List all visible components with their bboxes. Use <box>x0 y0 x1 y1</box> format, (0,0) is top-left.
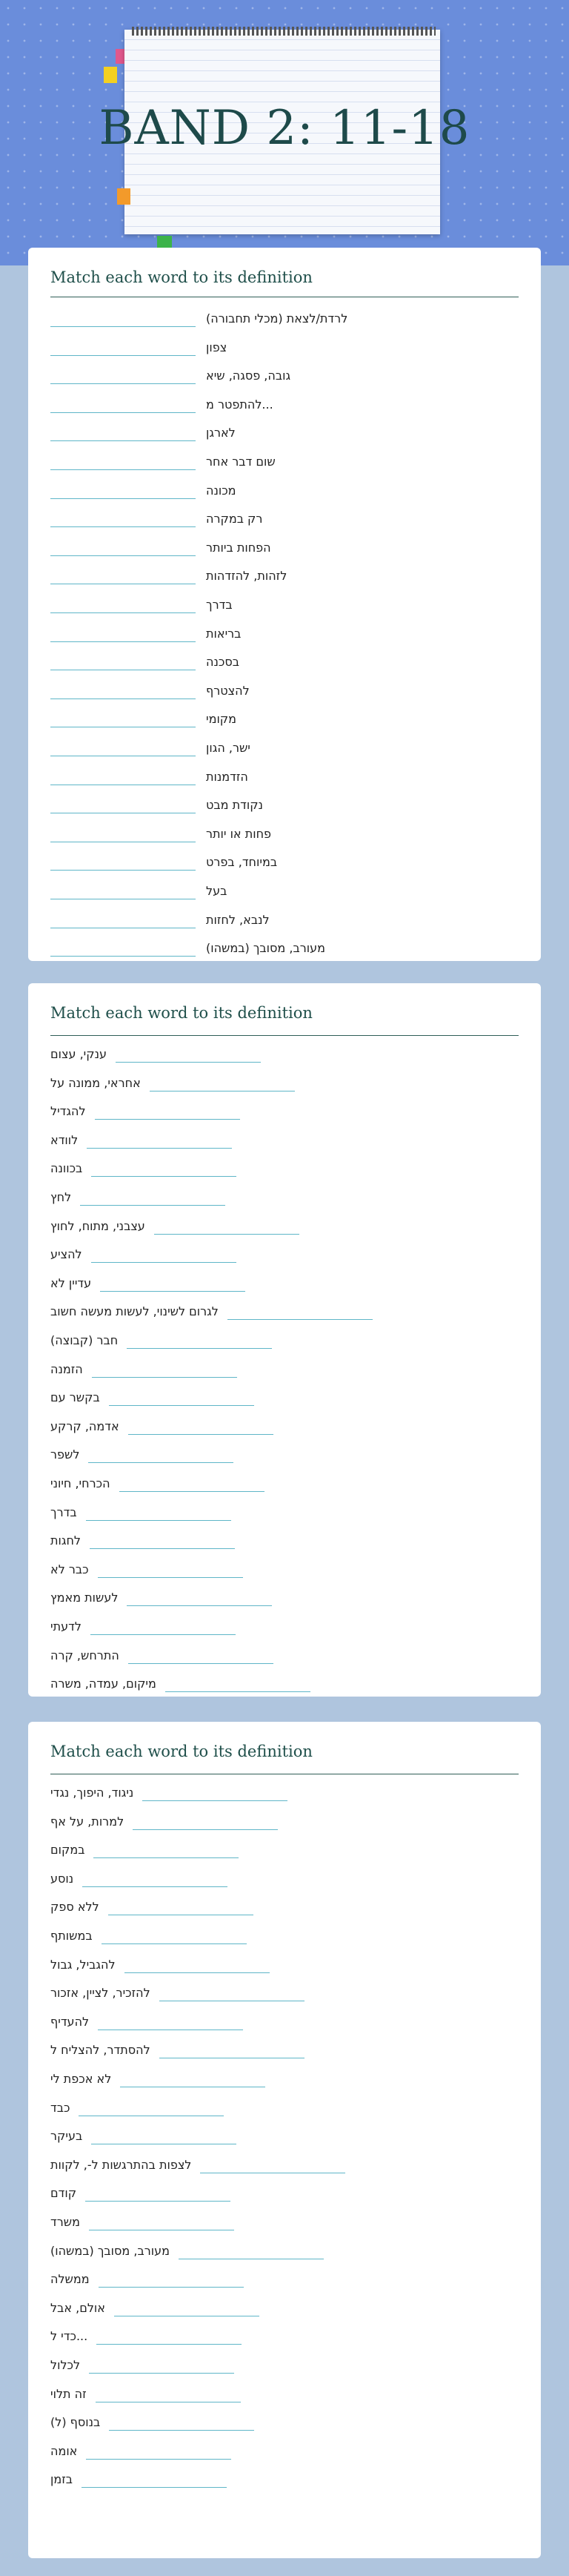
definition-label: לשפר <box>50 1447 80 1462</box>
match-row <box>50 1814 519 1831</box>
card-title-rule <box>50 1035 519 1036</box>
definition-label: אחראי, ממונה על <box>50 1075 141 1090</box>
match-row <box>50 1533 519 1550</box>
definition-label: חבר (קבוצה) <box>50 1333 119 1347</box>
answer-blank[interactable] <box>50 498 196 499</box>
definition-label: פחות או יותר <box>206 826 272 841</box>
definition-label: לרדת/לצאת (מכלי תחבורה) <box>206 311 348 326</box>
definition-label: מיקום, עמדה, משרה <box>50 1677 156 1691</box>
match-row <box>50 1104 519 1120</box>
definition-label: במיוחד, בפרט <box>206 855 278 870</box>
match-row <box>50 397 519 414</box>
match-row <box>50 1362 519 1378</box>
answer-blank[interactable] <box>91 1262 236 1263</box>
answer-blank[interactable] <box>50 870 196 871</box>
definition-label: משרד <box>50 2215 80 2229</box>
definition-label: בריאות <box>206 626 242 641</box>
match-row <box>50 1304 519 1321</box>
answer-blank[interactable] <box>93 1857 239 1858</box>
answer-blank[interactable] <box>86 2459 231 2460</box>
match-row <box>50 1619 519 1636</box>
match-row <box>50 941 519 957</box>
answer-blank[interactable] <box>127 1348 272 1349</box>
answer-blank[interactable] <box>88 1462 233 1463</box>
match-row <box>50 1447 519 1464</box>
match-row <box>50 798 519 814</box>
match-row <box>50 1276 519 1292</box>
definition-label: לחגות <box>50 1533 81 1548</box>
answer-blank[interactable] <box>127 1605 272 1606</box>
definition-label: להעדיף <box>50 2014 90 2029</box>
match-row <box>50 340 519 357</box>
definition-label: להסתדר, להצליח ל <box>50 2043 150 2058</box>
match-row <box>50 855 519 871</box>
answer-blank[interactable] <box>154 1234 299 1235</box>
match-row <box>50 1190 519 1206</box>
answer-blank[interactable] <box>128 1434 273 1435</box>
definition-label: כדי ל... <box>50 2329 88 2344</box>
definition-label: מעורב, מסובך (במשהו) <box>50 2243 170 2258</box>
notebook-spiral <box>132 27 436 36</box>
answer-blank[interactable] <box>89 2373 234 2374</box>
card-title: Match each word to its definition <box>50 1004 313 1022</box>
definition-label: הכרחי, חיוני <box>50 1476 110 1490</box>
answer-blank[interactable] <box>50 412 196 413</box>
definition-label: במשותף <box>50 1929 93 1943</box>
match-row <box>50 913 519 929</box>
answer-blank[interactable] <box>92 1377 237 1378</box>
match-row <box>50 1843 519 1859</box>
answer-blank[interactable] <box>50 641 196 642</box>
match-row <box>50 1390 519 1407</box>
answer-blank[interactable] <box>50 326 196 327</box>
answer-blank[interactable] <box>50 469 196 470</box>
definition-label: אולם, אבל <box>50 2300 105 2315</box>
answer-blank[interactable] <box>90 1634 236 1635</box>
definition-label: לארגן <box>206 426 236 440</box>
match-row <box>50 1648 519 1665</box>
card-title: Match each word to its definition <box>50 1743 313 1760</box>
answer-blank[interactable] <box>119 1491 264 1492</box>
answer-blank[interactable] <box>109 1405 254 1406</box>
match-row <box>50 541 519 557</box>
definition-label: מכונה <box>206 483 236 498</box>
definition-label: זה תלוי <box>50 2386 87 2401</box>
answer-blank[interactable] <box>50 526 196 527</box>
match-row <box>50 2186 519 2202</box>
match-row <box>50 426 519 442</box>
match-row <box>50 827 519 843</box>
answer-blank[interactable] <box>165 1691 310 1692</box>
definition-label: מעורב, מסובך (במשהו) <box>206 941 325 956</box>
answer-blank[interactable] <box>102 1943 247 1944</box>
match-row <box>50 712 519 728</box>
match-row <box>50 1133 519 1149</box>
card-title: Match each word to its definition <box>50 268 313 286</box>
match-row <box>50 2472 519 2489</box>
notebook-tab-orange <box>117 188 130 205</box>
answer-blank[interactable] <box>50 440 196 441</box>
match-row <box>50 512 519 528</box>
match-row <box>50 2158 519 2174</box>
match-row <box>50 1986 519 2002</box>
definition-label: לדעתי <box>50 1619 81 1634</box>
match-row <box>50 1076 519 1092</box>
match-row <box>50 1505 519 1522</box>
definition-label: נקודת מבט <box>206 798 263 813</box>
hero-banner <box>0 0 569 265</box>
match-row <box>50 1562 519 1579</box>
match-row <box>50 1872 519 1888</box>
answer-blank[interactable] <box>142 1800 287 1801</box>
definition-label: בזמן <box>50 2472 73 2487</box>
definition-label: להזכיר, לציין, אזכור <box>50 1986 150 2001</box>
match-row <box>50 569 519 585</box>
match-row <box>50 1958 519 1974</box>
answer-blank[interactable] <box>96 2344 242 2345</box>
match-row <box>50 2272 519 2288</box>
definition-label: להגדיל <box>50 1104 86 1119</box>
match-row <box>50 1333 519 1350</box>
answer-blank[interactable] <box>98 1577 243 1578</box>
match-row <box>50 1419 519 1436</box>
match-row <box>50 369 519 385</box>
definition-label: עצבני, מתוח, לחוץ <box>50 1218 145 1233</box>
definition-label: בעל <box>206 884 227 898</box>
answer-blank[interactable] <box>86 1520 231 1521</box>
definition-label: ישר, הגון <box>206 741 250 755</box>
answer-blank[interactable] <box>100 1291 245 1292</box>
definition-label: לצפות בהתרגשות ל-, לקוות <box>50 2157 192 2172</box>
definition-label: עדיין לא <box>50 1275 92 1290</box>
answer-blank[interactable] <box>227 1319 373 1320</box>
answer-blank[interactable] <box>50 383 196 384</box>
match-row <box>50 884 519 900</box>
answer-blank[interactable] <box>109 2430 254 2431</box>
answer-blank[interactable] <box>95 1119 240 1120</box>
answer-blank[interactable] <box>50 612 196 613</box>
match-card-2 <box>28 983 541 1697</box>
answer-blank[interactable] <box>124 1972 270 1973</box>
match-row <box>50 2072 519 2088</box>
match-row <box>50 1161 519 1178</box>
definition-label: לא אכפת לי <box>50 2072 112 2086</box>
match-row <box>50 2101 519 2117</box>
match-row <box>50 311 519 328</box>
match-card-1 <box>28 248 541 961</box>
match-row <box>50 1929 519 1945</box>
match-row <box>50 1900 519 1916</box>
definition-label: להציע <box>50 1247 82 1262</box>
answer-blank[interactable] <box>82 1886 227 1887</box>
definition-label: רק במקרה <box>206 512 263 526</box>
match-row <box>50 2387 519 2403</box>
definition-label: לזהות, להזדהות <box>206 569 287 584</box>
answer-blank[interactable] <box>116 1062 261 1063</box>
answer-blank[interactable] <box>85 2201 230 2202</box>
definition-label: אדמה, קרקע <box>50 1419 119 1433</box>
answer-blank[interactable] <box>50 956 196 957</box>
match-row <box>50 2358 519 2374</box>
match-row <box>50 2301 519 2317</box>
definition-label: בדרך <box>206 598 233 612</box>
definition-label: הזדמנות <box>206 769 248 784</box>
definition-label: גובה, פסגה, שיא <box>206 369 291 383</box>
definition-label: בכוונה <box>50 1161 83 1176</box>
match-row <box>50 2244 519 2260</box>
definition-label: ניגוד, היפוך, נגדי <box>50 1786 134 1800</box>
answer-blank[interactable] <box>50 555 196 556</box>
definition-label: להצטרף <box>206 683 250 698</box>
match-row <box>50 1591 519 1607</box>
definition-label: בעיקר <box>50 2129 83 2144</box>
definition-label: אומה <box>50 2443 78 2458</box>
answer-blank[interactable] <box>150 1091 295 1092</box>
answer-blank[interactable] <box>133 1829 278 1830</box>
definition-label: לנבא, לחזות <box>206 912 270 927</box>
answer-blank[interactable] <box>80 1205 225 1206</box>
answer-blank[interactable] <box>50 355 196 356</box>
answer-blank[interactable] <box>91 1176 236 1177</box>
match-row <box>50 2015 519 2031</box>
definition-label: למרות, על אף <box>50 1814 124 1829</box>
definition-label: צפון <box>206 340 227 354</box>
match-row <box>50 2415 519 2431</box>
match-row <box>50 684 519 700</box>
definition-label: ממשלה <box>50 2272 90 2287</box>
definition-label: הפחות ביותר <box>206 540 271 555</box>
definition-label: להתפטר מ... <box>206 397 273 412</box>
definition-label: שום דבר אחר <box>206 455 276 469</box>
match-row <box>50 1219 519 1235</box>
page-title: BAND 2: 11-18 <box>99 101 470 156</box>
answer-blank[interactable] <box>81 2487 227 2488</box>
definition-label: לעשות מאמץ <box>50 1591 119 1605</box>
match-row <box>50 2129 519 2145</box>
definition-label: לוודא <box>50 1132 79 1147</box>
definition-label: כבר לא <box>50 1562 89 1576</box>
notebook-tab-yellow <box>104 67 117 83</box>
answer-blank[interactable] <box>128 1663 273 1664</box>
match-row <box>50 1047 519 1063</box>
match-row <box>50 455 519 471</box>
answer-blank[interactable] <box>90 1548 235 1549</box>
match-row <box>50 598 519 614</box>
definition-label: לכלול <box>50 2358 81 2372</box>
match-row <box>50 2329 519 2345</box>
match-row <box>50 2444 519 2460</box>
match-row <box>50 483 519 500</box>
definition-label: כבד <box>50 2100 70 2115</box>
definition-label: קודם <box>50 2186 77 2201</box>
match-row <box>50 1247 519 1264</box>
definition-label: ללא ספק <box>50 1900 99 1915</box>
definition-label: בסכנה <box>206 655 239 670</box>
answer-blank[interactable] <box>99 2287 244 2288</box>
definition-label: לחץ <box>50 1190 72 1204</box>
definition-label: נוסע <box>50 1871 74 1886</box>
match-row <box>50 2043 519 2059</box>
match-row <box>50 741 519 757</box>
match-row <box>50 1476 519 1493</box>
definition-label: לגרום לשינוי, לעשות מעשה חשוב <box>50 1304 219 1319</box>
definition-label: בקשר עם <box>50 1390 100 1405</box>
definition-label: להגביל, גבול <box>50 1957 116 1972</box>
match-row <box>50 1677 519 1693</box>
definition-label: מקומי <box>206 712 237 727</box>
match-row <box>50 1786 519 1802</box>
definition-label: הזמנה <box>50 1361 83 1376</box>
match-row <box>50 655 519 671</box>
match-row <box>50 2215 519 2231</box>
definition-label: במקום <box>50 1843 85 1857</box>
match-row <box>50 770 519 786</box>
match-row <box>50 627 519 643</box>
answer-blank[interactable] <box>87 1148 232 1149</box>
definition-label: התרחש, קרה <box>50 1648 119 1662</box>
match-card-3 <box>28 1722 541 2558</box>
definition-label: בנוסף (ל) <box>50 2415 101 2430</box>
definition-label: ענקי, עצום <box>50 1047 107 1061</box>
definition-label: בדרך <box>50 1505 77 1519</box>
